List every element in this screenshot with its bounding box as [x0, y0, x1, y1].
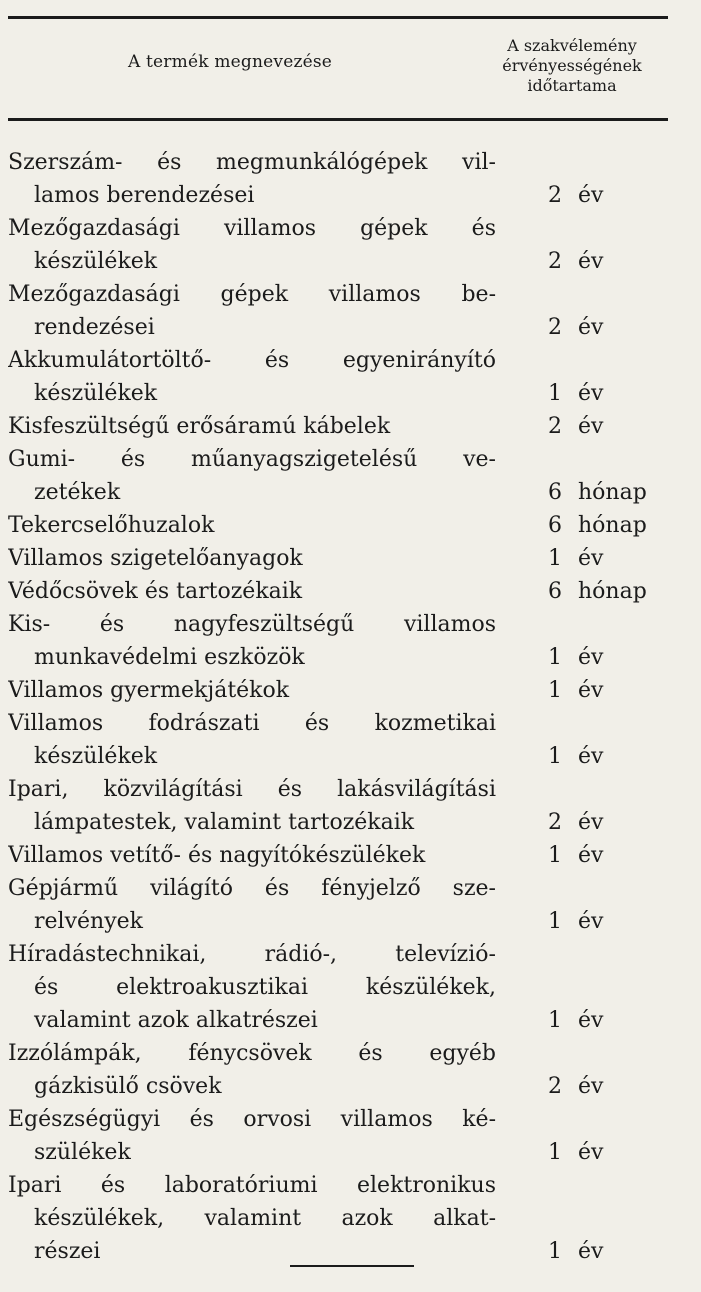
product-name-line: Szerszám- és megmunkálógépek vil-: [8, 150, 496, 175]
product-name-line: Mezőgazdasági villamos gépek és: [8, 216, 496, 241]
product-name-line: és elektroakusztikai készülékek,: [34, 975, 496, 1000]
product-name: [8, 872, 496, 938]
product-name-line: szülékek: [34, 1140, 131, 1165]
product-name-line: Gépjármű világító és fényjelző sze-: [8, 876, 496, 901]
validity-duration: 1 év: [548, 744, 604, 769]
product-name-line: Kisfeszültségű erősáramú kábelek: [8, 414, 391, 439]
product-name: [8, 575, 496, 608]
product-name: [8, 542, 496, 575]
product-name-line: Tekercselőhuzalok: [8, 513, 215, 538]
validity-duration: 1 év: [548, 678, 604, 703]
column-header-validity-line: időtartama: [527, 76, 617, 95]
validity-duration: 1 év: [548, 843, 604, 868]
product-name-line: lamos berendezései: [34, 183, 255, 208]
product-name-line: részei: [34, 1239, 101, 1264]
table-row: [8, 146, 698, 212]
end-rule: [290, 1265, 414, 1267]
table-row: [8, 410, 698, 443]
product-name-line: Villamos gyermekjátékok: [8, 678, 290, 703]
product-name: [8, 146, 496, 212]
product-name: [8, 938, 496, 1037]
validity-duration: 1 év: [548, 645, 604, 670]
validity-duration: 1 év: [548, 546, 604, 571]
product-name-line: valamint azok alkatrészei: [34, 1008, 318, 1033]
table-row: [8, 542, 698, 575]
top-rule: [8, 16, 668, 19]
product-name: [8, 212, 496, 278]
table-row: [8, 707, 698, 773]
product-name: [8, 410, 496, 443]
product-name-line: munkavédelmi eszközök: [34, 645, 305, 670]
product-name: [8, 773, 496, 839]
column-header-validity-line: érvényességének: [502, 56, 642, 75]
product-name-line: Villamos fodrászati és kozmetikai: [8, 711, 496, 736]
product-name-line: relvények: [34, 909, 143, 934]
product-name: [8, 1169, 496, 1268]
product-name-line: Mezőgazdasági gépek villamos be-: [8, 282, 496, 307]
table-row: [8, 872, 698, 938]
header-rule: [8, 118, 668, 121]
validity-duration: 1 év: [548, 1008, 604, 1033]
table-row: [8, 608, 698, 674]
validity-duration: 2 év: [548, 183, 604, 208]
product-name: [8, 344, 496, 410]
table-row: [8, 674, 698, 707]
product-name: [8, 608, 496, 674]
product-name-line: gázkisülő csövek: [34, 1074, 222, 1099]
table-row: [8, 773, 698, 839]
table-row: [8, 344, 698, 410]
validity-duration: 2 év: [548, 810, 604, 835]
column-header-validity-line: A szakvélemény: [507, 36, 637, 55]
product-name-line: készülékek: [34, 744, 158, 769]
product-name-line: készülékek: [34, 381, 158, 406]
validity-duration: 2 év: [548, 315, 604, 340]
validity-duration: 2 év: [548, 414, 604, 439]
product-table: [8, 146, 698, 1268]
product-name: [8, 278, 496, 344]
validity-duration: 1 év: [548, 381, 604, 406]
table-row: [8, 443, 698, 509]
validity-duration: 1 év: [548, 1239, 604, 1264]
product-name-line: rendezései: [34, 315, 155, 340]
validity-duration: 1 év: [548, 909, 604, 934]
table-row: [8, 1037, 698, 1103]
table-row: [8, 575, 698, 608]
product-name: [8, 443, 496, 509]
product-name-line: Kis- és nagyfeszültségű villamos: [8, 612, 496, 637]
table-row: [8, 839, 698, 872]
product-name: [8, 674, 496, 707]
product-name-line: Ipari, közvilágítási és lakásvilágítási: [8, 777, 496, 802]
table-row: [8, 509, 698, 542]
validity-duration: 6 hónap: [548, 480, 647, 505]
product-name: [8, 707, 496, 773]
table-row: [8, 278, 698, 344]
product-name-line: Villamos vetítő- és nagyítókészülékek: [8, 843, 426, 868]
product-name: [8, 509, 496, 542]
product-name: [8, 1037, 496, 1103]
validity-duration: 6 hónap: [548, 579, 647, 604]
product-name-line: Védőcsövek és tartozékaik: [8, 579, 303, 604]
product-name: [8, 839, 496, 872]
product-name-line: készülékek: [34, 249, 158, 274]
product-name-line: lámpatestek, valamint tartozékaik: [34, 810, 415, 835]
product-name-line: készülékek, valamint azok alkat-: [34, 1206, 496, 1231]
validity-duration: 1 év: [548, 1140, 604, 1165]
product-name-line: Gumi- és műanyagszigetelésű ve-: [8, 447, 496, 472]
column-header-product: A termék megnevezése: [127, 52, 333, 72]
product-name-line: Egészségügyi és orvosi villamos ké-: [8, 1107, 496, 1132]
table-row: [8, 1103, 698, 1169]
product-name-line: Izzólámpák, fénycsövek és egyéb: [8, 1041, 496, 1066]
table-row: [8, 212, 698, 278]
table-row: [8, 938, 698, 1037]
product-name-line: Akkumulátortöltő- és egyenirányító: [8, 348, 496, 373]
product-name: [8, 1103, 496, 1169]
validity-duration: 2 év: [548, 1074, 604, 1099]
product-name-line: zetékek: [34, 480, 121, 505]
product-name-line: Ipari és laboratóriumi elektronikus: [8, 1173, 496, 1198]
product-name-line: Híradástechnikai, rádió-, televízió-: [8, 942, 496, 967]
validity-duration: 6 hónap: [548, 513, 647, 538]
validity-duration: 2 év: [548, 249, 604, 274]
table-row: [8, 1169, 698, 1268]
column-header-validity: [466, 36, 678, 96]
product-name-line: Villamos szigetelőanyagok: [8, 546, 303, 571]
